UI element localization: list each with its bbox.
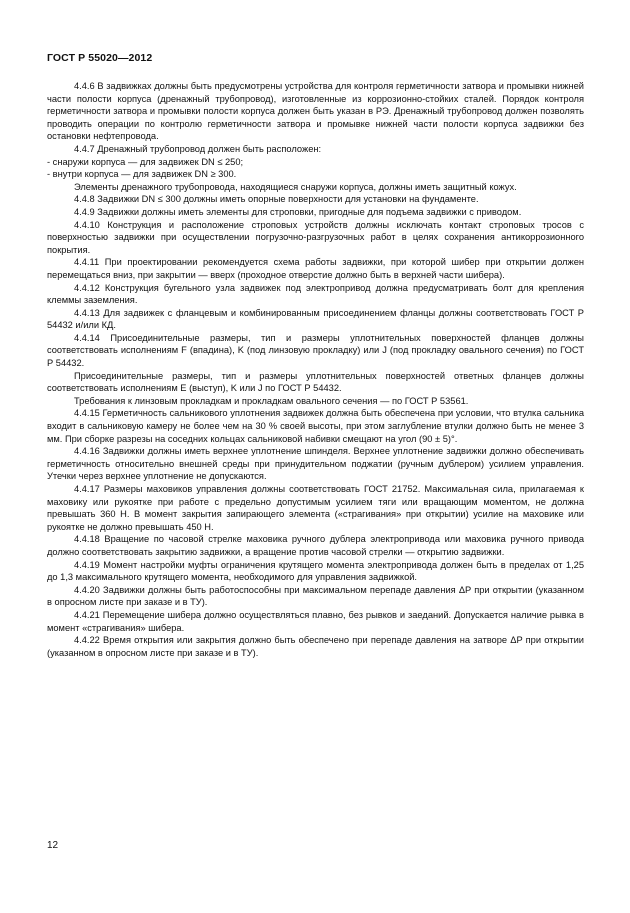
list-item-inside: - внутри корпуса — для задвижек DN ≥ 300. bbox=[47, 169, 237, 180]
paragraph-4-4-11: 4.4.11 При проектировании рекомендуется схема работы задвижки, при которой шибер при открытии должен перемещаться вниз, при закрытии — вверх (проходное отверстие должно быть в верхней части шибера). bbox=[47, 257, 584, 280]
paragraph-4-4-20: 4.4.20 Задвижки должны быть работоспособны при максимальном перепаде давления ΔP при открытии (указанном в опросном листе при заказе и в ТУ). bbox=[47, 584, 584, 608]
paragraph-4-4-10: 4.4.10 Конструкция и расположение строповых устройств должны исключать контакт строповых тросов с поверхностью задвижки при осуществлении погрузочно-разгрузочных работ в целях сохранения антикоррозионного покрытия. bbox=[47, 219, 584, 255]
paragraph-gasket-requirements: Требования к линзовым прокладкам и прокладкам овального сечения — по ГОСТ Р 53561. bbox=[74, 395, 469, 406]
paragraph-4-4-15: 4.4.15 Герметичность сальникового уплотнения задвижек должна быть обеспечена при условии, что втулка сальника входит в сальниковую камеру не более чем на 30 % своей высоты, при этом заглубление втулки должно быть не менее 3 мм. При сборке разрезы на соседних кольцах сальниковой набивки смещают на угол (90 ± 5)°. bbox=[47, 408, 584, 444]
paragraph-4-4-17: 4.4.17 Размеры маховиков управления должны соответствовать ГОСТ 21752. Максимальная сила, прилагаемая к маховику или рукоятке при работе с предельно допустимым усилием тяги или вращающим моментом, не должна превышать 360 Н. В момент закрытия запирающего элемента («страгивания» при открытии) усилие на маховике или рукоятке не должно превышать 450 Н. bbox=[47, 484, 584, 532]
standard-header: ГОСТ Р 55020—2012 bbox=[47, 52, 153, 64]
list-item-outside: - снаружи корпуса — для задвижек DN ≤ 250; bbox=[47, 156, 244, 167]
paragraph-4-4-13: 4.4.13 Для задвижек с фланцевым и комбинированным присоединением фланцы должны соответствовать ГОСТ Р 54432 и/или КД. bbox=[47, 307, 584, 331]
paragraph-4-4-18: 4.4.18 Вращение по часовой стрелке маховика ручного дублера электропривода или маховика ручного привода должно соответствовать закрытию задвижки, а вращение против часовой стрелки — открытию задвижки. bbox=[47, 534, 584, 557]
paragraph-4-4-22: 4.4.22 Время открытия или закрытия должно быть обеспечено при перепаде давления на затворе ΔP при открытии (указанном в опросном листе при заказе и в ТУ). bbox=[47, 635, 584, 658]
paragraph-4-4-16: 4.4.16 Задвижки должны иметь верхнее уплотнение шпинделя. Верхнее уплотнение задвижки должно обеспечивать герметичность относительно внешней среды при принудительном поджатии (ручным дублером) усилием управления. Утечки через верхнее уплотнение не допускаются. bbox=[47, 446, 584, 482]
page-number: 12 bbox=[47, 840, 59, 851]
paragraph-4-4-8: 4.4.8 Задвижки DN ≤ 300 должны иметь опорные поверхности для установки на фундаменте. bbox=[74, 194, 479, 205]
paragraph-4-4-7: 4.4.7 Дренажный трубопровод должен быть расположен: bbox=[74, 143, 322, 154]
paragraph-4-4-9: 4.4.9 Задвижки должны иметь элементы для строповки, пригодные для подъема задвижки с приводом. bbox=[74, 206, 522, 217]
paragraph-4-4-14: 4.4.14 Присоединительные размеры, тип и размеры уплотнительных поверхностей фланцев должны соответствовать исполнениям F (впадина), K (под линзовую прокладку) или J (под прокладку овального сечения) по ГОСТ Р 54432. bbox=[47, 332, 584, 369]
paragraph-mating-flanges: Присоединительные размеры, тип и размеры уплотнительных поверхностей ответных фланцев должны соответствовать исполнениям E (выступ), K или J по ГОСТ Р 54432. bbox=[47, 370, 584, 394]
paragraph-4-4-12: 4.4.12 Конструкция бугельного узла задвижек под электропривод должна предусматривать болт для крепления клеммы заземления. bbox=[47, 282, 584, 306]
body-text bbox=[47, 80, 584, 659]
paragraph-4-4-19: 4.4.19 Момент настройки муфты ограничения крутящего момента электропривода должен быть в пределах от 1,25 до 1,3 максимального крутящего момента, необходимого для управления задвижкой. bbox=[47, 559, 584, 583]
paragraph-4-4-6: 4.4.6 В задвижках должны быть предусмотрены устройства для контроля герметичности затвора и промывки нижней части полости корпуса (дренажный трубопровод), изготовленные из коррозионно-стойких сталей. Порядок контроля герметичности затвора и промывки полости корпуса должен быть указан в РЭ. Дренажный трубопровод должен позволять проводить операции по контролю герметичности затвора и промывке нижней части полости корпуса задвижки без остановки нефтепровода. bbox=[47, 81, 584, 142]
paragraph-4-4-21: 4.4.21 Перемещение шибера должно осуществляться плавно, без рывков и заеданий. Допускается наличие рывка в момент «страгивания» шибера. bbox=[47, 609, 584, 633]
paragraph-drain-elements: Элементы дренажного трубопровода, находящиеся снаружи корпуса, должны иметь защитный кожух. bbox=[74, 181, 517, 192]
